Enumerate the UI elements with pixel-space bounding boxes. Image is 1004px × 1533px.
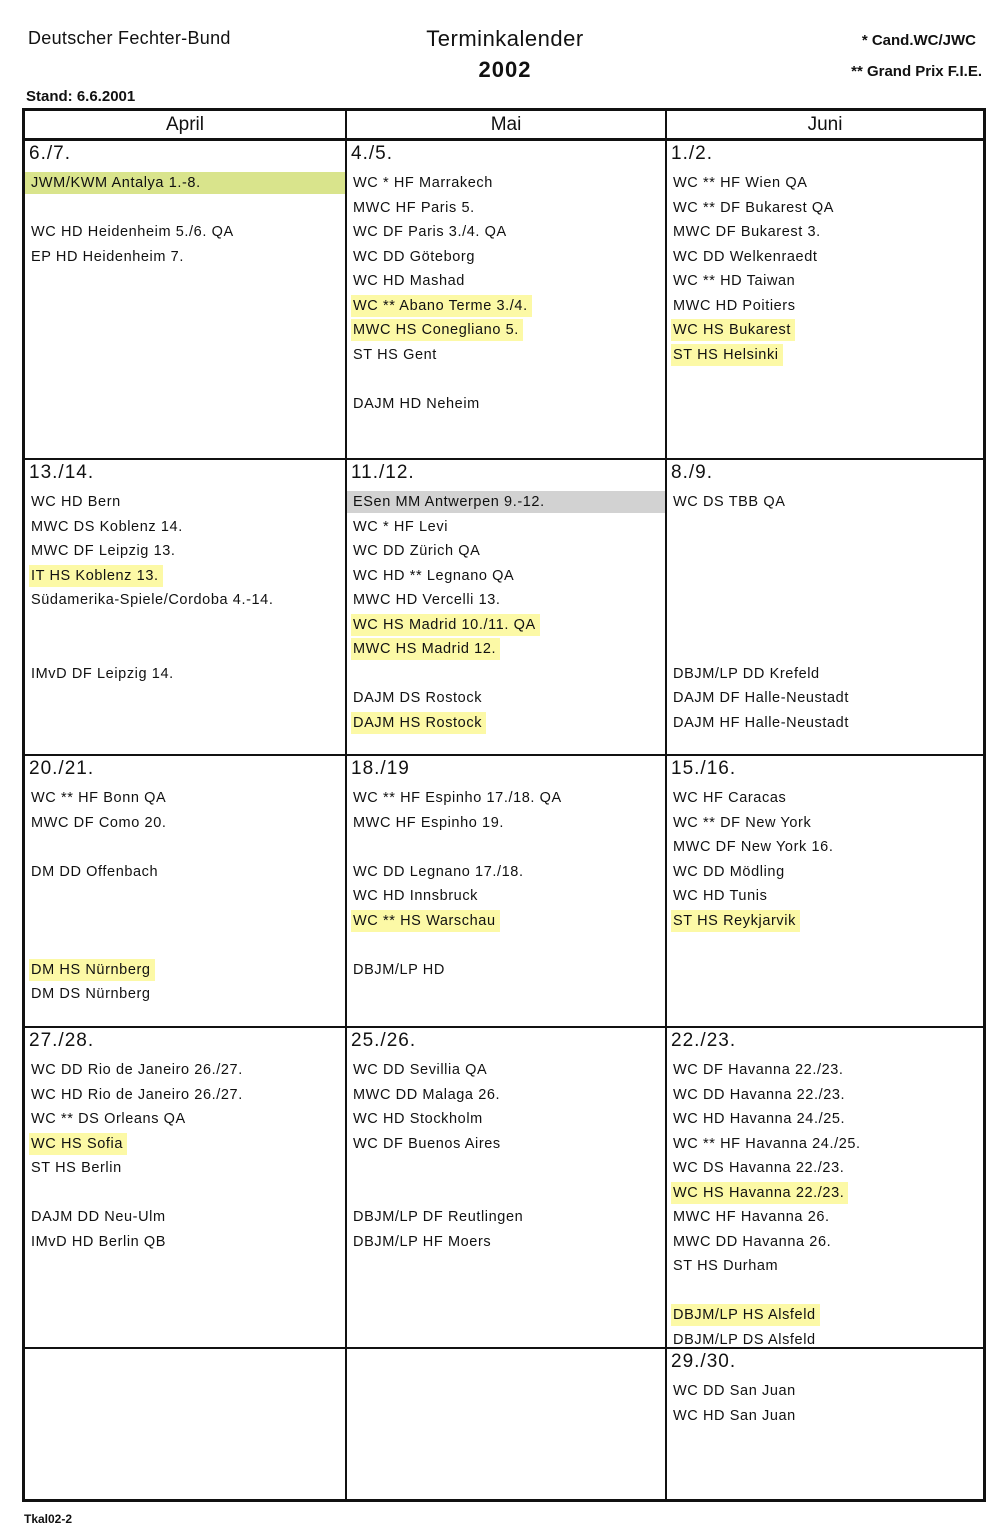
- event-entry: DBJM/LP HF Moers: [353, 1233, 492, 1250]
- week-date-label: 1./2.: [671, 143, 713, 164]
- event-entry: DAJM HF Halle-Neustadt: [673, 714, 849, 731]
- event-entry: Südamerika-Spiele/Cordoba 4.-14.: [31, 592, 274, 608]
- event-entry: ST HS Gent: [353, 346, 437, 363]
- event-entry: WC DF Buenos Aires: [353, 1135, 501, 1152]
- event-entry: MWC HD Vercelli 13.: [353, 592, 501, 608]
- event-entry: IMvD HD Berlin QB: [31, 1233, 167, 1250]
- calendar-cell-juni-week3: [667, 756, 983, 1026]
- event-entry: WC HD Bern: [31, 494, 121, 510]
- calendar-cell-april-week3: [25, 756, 345, 1026]
- event-entry: ST HS Durham: [673, 1258, 779, 1274]
- calendar-cell-juni-week4: [667, 1028, 983, 1347]
- week-date-label: 25./26.: [351, 1030, 417, 1051]
- event-entry: ST HS Helsinki: [671, 344, 783, 366]
- event-entry: EP HD Heidenheim 7.: [31, 248, 184, 265]
- calendar-cell-april-week2: [25, 460, 345, 754]
- event-entry: WC HD San Juan: [673, 1407, 796, 1424]
- event-entry: MWC DF New York 16.: [673, 839, 834, 855]
- page-footer-code: Tkal02-2: [24, 1512, 73, 1526]
- week-date-label: 29./30.: [671, 1351, 737, 1372]
- status-date: Stand: 6.6.2001: [26, 88, 136, 105]
- event-entry: WC ** HS Warschau: [351, 910, 500, 932]
- week-date-label: 22./23.: [671, 1030, 737, 1051]
- event-entry: WC DD Havanna 22./23.: [673, 1086, 846, 1103]
- week-date-label: 11./12.: [351, 462, 415, 483]
- event-entry: WC DD Welkenraedt: [673, 248, 818, 265]
- event-entry: DM HS Nürnberg: [29, 959, 155, 981]
- week-date-label: 4./5.: [351, 143, 393, 164]
- event-entry: DM DS Nürnberg: [31, 986, 151, 1002]
- event-entry: WC HS Sofia: [29, 1133, 127, 1155]
- event-entry: WC * HF Marrakech: [353, 175, 493, 191]
- event-entry: WC ** DF New York: [673, 814, 812, 831]
- event-entry: WC HS Madrid 10./11. QA: [351, 614, 540, 636]
- event-entry: MWC DF Como 20.: [31, 814, 167, 831]
- event-entry: WC * HF Levi: [353, 518, 449, 535]
- event-entry: WC DD Göteborg: [353, 248, 476, 265]
- event-entry: DBJM/LP HS Alsfeld: [671, 1304, 820, 1326]
- calendar-cell-mai-week4: [347, 1028, 665, 1347]
- event-entry: WC DD Sevillia QA: [353, 1062, 488, 1078]
- calendar-cell-juni-week5: [667, 1349, 983, 1499]
- event-entry: DAJM DD Neu-Ulm: [31, 1209, 166, 1225]
- calendar-grid: [22, 108, 986, 1502]
- event-entry: DAJM HS Rostock: [351, 712, 486, 734]
- page-year: 2002: [478, 57, 532, 82]
- event-entry: DBJM/LP DS Alsfeld: [673, 1331, 816, 1348]
- event-entry: WC ** Abano Terme 3./4.: [351, 295, 532, 317]
- week-date-label: 6./7.: [29, 143, 71, 164]
- week-date-label: 8./9.: [671, 462, 713, 483]
- event-entry: DAJM DS Rostock: [353, 690, 483, 706]
- event-entry: MWC HS Madrid 12.: [351, 638, 500, 660]
- event-entry: MWC DS Koblenz 14.: [31, 518, 183, 535]
- legend-grand-prix: ** Grand Prix F.I.E.: [851, 63, 982, 80]
- event-entry: WC DF Havanna 22./23.: [673, 1062, 844, 1078]
- event-entry: DBJM/LP DF Reutlingen: [353, 1209, 524, 1225]
- calendar-cell-mai-week5: [347, 1349, 665, 1499]
- event-entry: WC DD Legnano 17./18.: [353, 863, 524, 880]
- event-entry: WC ** DF Bukarest QA: [673, 199, 835, 216]
- event-entry: DAJM DF Halle-Neustadt: [673, 690, 849, 706]
- event-entry: JWM/KWM Antalya 1.-8.: [25, 172, 345, 194]
- event-entry: MWC HF Havanna 26.: [673, 1209, 830, 1225]
- event-entry: WC ** HD Taiwan: [673, 273, 796, 289]
- event-entry: WC ** HF Havanna 24./25.: [673, 1135, 861, 1152]
- calendar-cell-juni-week1: [667, 141, 983, 458]
- column-header-juni: Juni: [807, 114, 843, 135]
- event-entry: MWC DD Havanna 26.: [673, 1233, 832, 1250]
- calendar-cell-mai-week3: [347, 756, 665, 1026]
- event-entry: DBJM/LP DD Krefeld: [673, 665, 820, 682]
- organization-name: Deutscher Fechter-Bund: [28, 28, 231, 48]
- event-entry: DM DD Offenbach: [31, 863, 159, 880]
- event-entry: ESen MM Antwerpen 9.-12.: [347, 491, 665, 513]
- event-entry: MWC HD Poitiers: [673, 297, 796, 314]
- calendar-cell-april-week5: [25, 1349, 345, 1499]
- event-entry: WC DD Rio de Janeiro 26./27.: [31, 1062, 243, 1078]
- event-entry: MWC HS Conegliano 5.: [351, 319, 523, 341]
- event-entry: WC HD Mashad: [353, 273, 465, 289]
- event-entry: WC DF Paris 3./4. QA: [353, 224, 507, 240]
- column-header-mai: Mai: [490, 114, 522, 135]
- calendar-cell-juni-week2: [667, 460, 983, 754]
- event-entry: WC HD Stockholm: [353, 1111, 483, 1127]
- event-entry: WC HF Caracas: [673, 790, 787, 806]
- calendar-cell-mai-week2: [347, 460, 665, 754]
- event-entry: WC DS TBB QA: [673, 494, 786, 510]
- calendar-cell-april-week1: [25, 141, 345, 458]
- event-entry: MWC DF Leipzig 13.: [31, 543, 176, 559]
- event-entry: WC HD Heidenheim 5./6. QA: [31, 224, 234, 240]
- legend-cand: * Cand.WC/JWC: [861, 32, 976, 49]
- event-entry: IMvD DF Leipzig 14.: [31, 665, 174, 682]
- event-entry: WC DS Havanna 22./23.: [673, 1160, 845, 1176]
- event-entry: WC ** HF Bonn QA: [31, 790, 167, 806]
- event-entry: ST HS Berlin: [31, 1160, 122, 1176]
- event-entry: MWC HF Paris 5.: [353, 199, 475, 216]
- event-entry: MWC DD Malaga 26.: [353, 1086, 501, 1103]
- event-entry: WC ** DS Orleans QA: [31, 1111, 186, 1127]
- week-date-label: 20./21.: [29, 758, 95, 779]
- event-entry: WC HD Tunis: [673, 888, 768, 904]
- week-date-label: 15./16.: [671, 758, 737, 779]
- event-entry: MWC DF Bukarest 3.: [673, 224, 821, 240]
- event-entry: ST HS Reykjarvik: [671, 910, 800, 932]
- event-entry: WC DD San Juan: [673, 1383, 796, 1399]
- event-entry: WC DD Zürich QA: [353, 543, 481, 559]
- event-entry: WC HS Bukarest: [671, 319, 795, 341]
- event-entry: IT HS Koblenz 13.: [29, 565, 163, 587]
- week-date-label: 18./19: [351, 758, 410, 779]
- week-date-label: 27./28.: [29, 1030, 95, 1051]
- page-title: Terminkalender: [426, 26, 584, 51]
- event-entry: DAJM HD Neheim: [353, 395, 480, 412]
- event-entry: MWC HF Espinho 19.: [353, 814, 505, 831]
- event-entry: WC HD Havanna 24./25.: [673, 1111, 846, 1127]
- event-entry: DBJM/LP HD: [353, 961, 445, 978]
- event-entry: WC HD Innsbruck: [353, 888, 479, 904]
- event-entry: WC ** HF Espinho 17./18. QA: [353, 790, 562, 806]
- column-header-april: April: [165, 114, 204, 135]
- event-entry: WC HS Havanna 22./23.: [671, 1182, 848, 1204]
- calendar-cell-april-week4: [25, 1028, 345, 1347]
- event-entry: WC HD Rio de Janeiro 26./27.: [31, 1086, 243, 1103]
- event-entry: WC DD Mödling: [673, 863, 785, 880]
- event-entry: WC ** HF Wien QA: [673, 175, 808, 191]
- week-date-label: 13./14.: [29, 462, 95, 483]
- event-entry: WC HD ** Legnano QA: [353, 567, 515, 584]
- calendar-cell-mai-week1: [347, 141, 665, 458]
